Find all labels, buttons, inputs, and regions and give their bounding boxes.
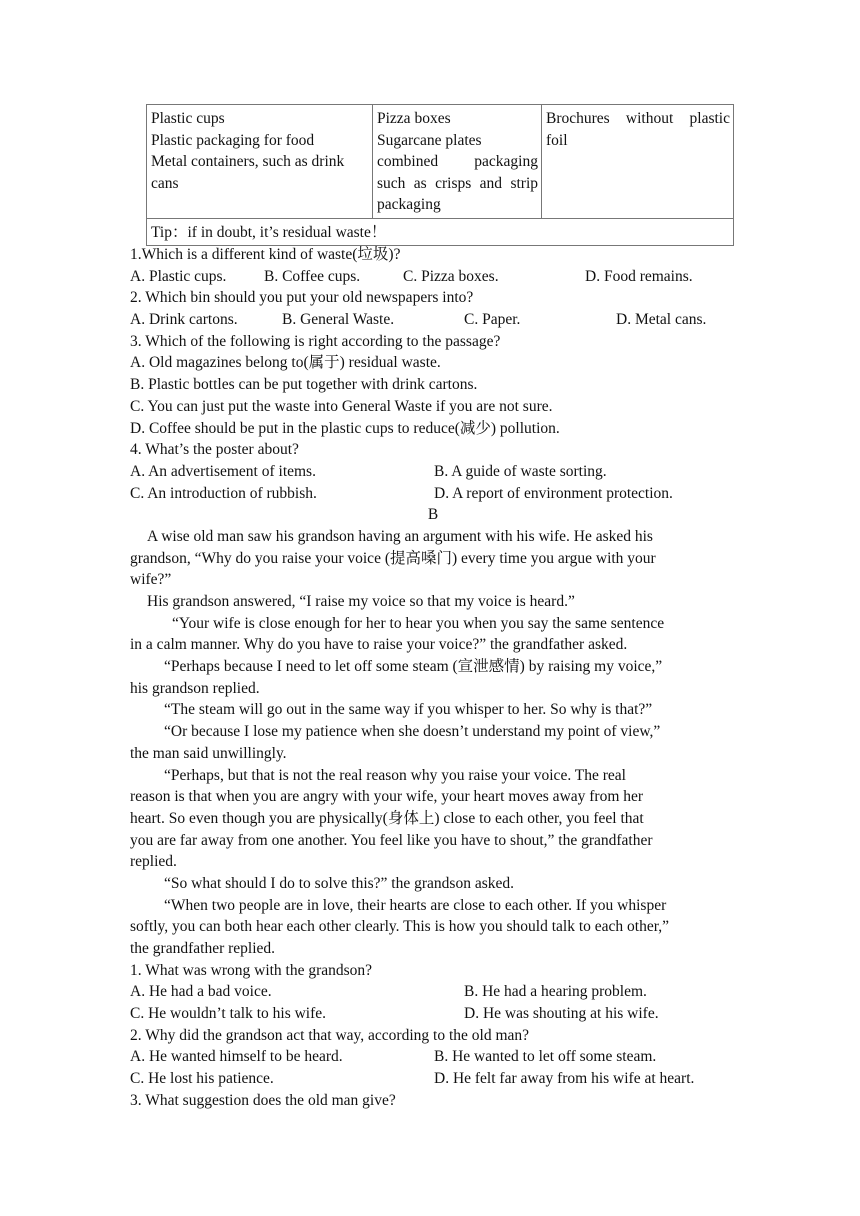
option-row bbox=[130, 461, 736, 483]
option: A. Plastic cups. bbox=[130, 267, 227, 285]
table-text: Brochures without plastic bbox=[546, 110, 730, 127]
option-row bbox=[130, 1046, 736, 1068]
passage-line: A wise old man saw his grandson having an argument with his wife. He asked his bbox=[147, 527, 653, 545]
question-text: 2. Why did the grandson act that way, according to the old man? bbox=[130, 1026, 530, 1044]
question-text: 3. Which of the following is right according to the passage? bbox=[130, 332, 501, 350]
table-text: foil bbox=[546, 131, 568, 149]
option-row bbox=[130, 483, 736, 505]
option: A. Drink cartons. bbox=[130, 311, 238, 329]
passage-line: His grandson answered, “I raise my voice so that my voice is heard.” bbox=[147, 593, 575, 610]
table-text: combined packaging bbox=[377, 153, 538, 170]
option: D. He was shouting at his wife. bbox=[464, 1005, 659, 1023]
option-row bbox=[130, 1003, 736, 1025]
passage-line: “So what should I do to solve this?” the grandson asked. bbox=[164, 874, 514, 892]
passage-line: “Or because I lose my patience when she doesn’t understand my point of view,” bbox=[164, 723, 661, 741]
option: B. He wanted to let off some steam. bbox=[434, 1048, 657, 1066]
table-text: Pizza boxes bbox=[377, 110, 451, 127]
option: C. He wouldn’t talk to his wife. bbox=[130, 1005, 327, 1023]
option: C. He lost his patience. bbox=[130, 1070, 274, 1088]
passage-line: “Perhaps because I need to let off some steam (宣泄感情) by raising my voice,” bbox=[164, 658, 663, 676]
option: C. Pizza boxes. bbox=[403, 267, 499, 285]
option: C. Paper. bbox=[464, 311, 521, 329]
passage-line: “When two people are in love, their hearts are close to each other. If you whisper bbox=[164, 896, 667, 914]
option: A. He had a bad voice. bbox=[130, 983, 272, 1001]
question-text: 2. Which bin should you put your old newspapers into? bbox=[130, 289, 474, 307]
option-row bbox=[130, 981, 736, 1003]
passage-line: heart. So even though you are physically(身体上) close to each other, you feel that bbox=[130, 809, 644, 827]
question-text: 4. What’s the poster about? bbox=[130, 441, 299, 459]
waste-sorting-table bbox=[146, 104, 734, 246]
passage-line: softly, you can both hear each other clearly. This is how you should talk to each other,” bbox=[130, 918, 669, 936]
option: A. Old magazines belong to(属于) residual waste. bbox=[130, 354, 441, 372]
option: B. He had a hearing problem. bbox=[464, 983, 647, 1001]
passage-line: the man said unwillingly. bbox=[130, 744, 287, 762]
option: B. Plastic bottles can be put together with drink cartons. bbox=[130, 376, 478, 394]
option: C. You can just put the waste into General Waste if you are not sure. bbox=[130, 397, 553, 415]
passage-line: wife?” bbox=[130, 571, 172, 589]
paper-cell bbox=[542, 105, 734, 219]
text-body bbox=[130, 244, 736, 1112]
option: D. Food remains. bbox=[585, 267, 693, 285]
tip-text: Tip：if in doubt, it’s residual waste！ bbox=[151, 223, 387, 241]
residual-waste-cell bbox=[373, 105, 542, 219]
table-text: Plastic cups bbox=[151, 110, 225, 127]
table-row bbox=[147, 105, 734, 219]
option: D. Metal cans. bbox=[616, 311, 707, 329]
option-row bbox=[130, 309, 736, 331]
tip-cell bbox=[147, 218, 734, 246]
table-text: Metal containers, such as drink bbox=[151, 153, 345, 170]
question-text: 1. What was wrong with the grandson? bbox=[130, 961, 373, 979]
option: B. Coffee cups. bbox=[264, 267, 361, 285]
table-text: cans bbox=[151, 174, 179, 192]
passage-line: his grandson replied. bbox=[130, 679, 260, 697]
table-row bbox=[147, 218, 734, 246]
section-heading: B bbox=[427, 506, 439, 524]
option-row bbox=[130, 266, 736, 288]
option: B. A guide of waste sorting. bbox=[434, 462, 607, 480]
option: C. An introduction of rubbish. bbox=[130, 484, 317, 502]
table-text: packaging bbox=[377, 196, 441, 213]
passage-line: replied. bbox=[130, 853, 177, 871]
table-text: Plastic packaging for food bbox=[151, 131, 315, 149]
passage-line: “The steam will go out in the same way if you whisper to her. So why is that?” bbox=[164, 701, 653, 719]
option-row bbox=[130, 1068, 736, 1090]
option: B. General Waste. bbox=[282, 311, 395, 329]
passage-line: “Your wife is close enough for her to hear you when you say the same sentence bbox=[172, 614, 665, 632]
question-text: 3. What suggestion does the old man give? bbox=[130, 1091, 396, 1109]
table-text: Sugarcane plates bbox=[377, 131, 482, 149]
plastic-metal-cell bbox=[147, 105, 373, 219]
option: D. He felt far away from his wife at heart. bbox=[434, 1070, 695, 1088]
passage-line: in a calm manner. Why do you have to raise your voice?” the grandfather asked. bbox=[130, 636, 628, 654]
option: D. Coffee should be put in the plastic cups to reduce(减少) pollution. bbox=[130, 419, 560, 437]
passage-line: “Perhaps, but that is not the real reason why you raise your voice. The real bbox=[164, 766, 626, 784]
passage-line: the grandfather replied. bbox=[130, 940, 276, 957]
passage-line: you are far away from one another. You feel like you have to shout,” the grandfather bbox=[130, 831, 653, 849]
option: A. An advertisement of items. bbox=[130, 462, 316, 480]
question-text: 1.Which is a different kind of waste(垃圾)? bbox=[130, 246, 401, 263]
option: A. He wanted himself to be heard. bbox=[130, 1048, 343, 1066]
option: D. A report of environment protection. bbox=[434, 484, 673, 502]
passage-line: grandson, “Why do you raise your voice (提高嗓门) every time you argue with your bbox=[130, 549, 656, 567]
table-text: such as crisps and strip bbox=[377, 174, 538, 192]
passage-line: reason is that when you are angry with your wife, your heart moves away from her bbox=[130, 788, 644, 806]
